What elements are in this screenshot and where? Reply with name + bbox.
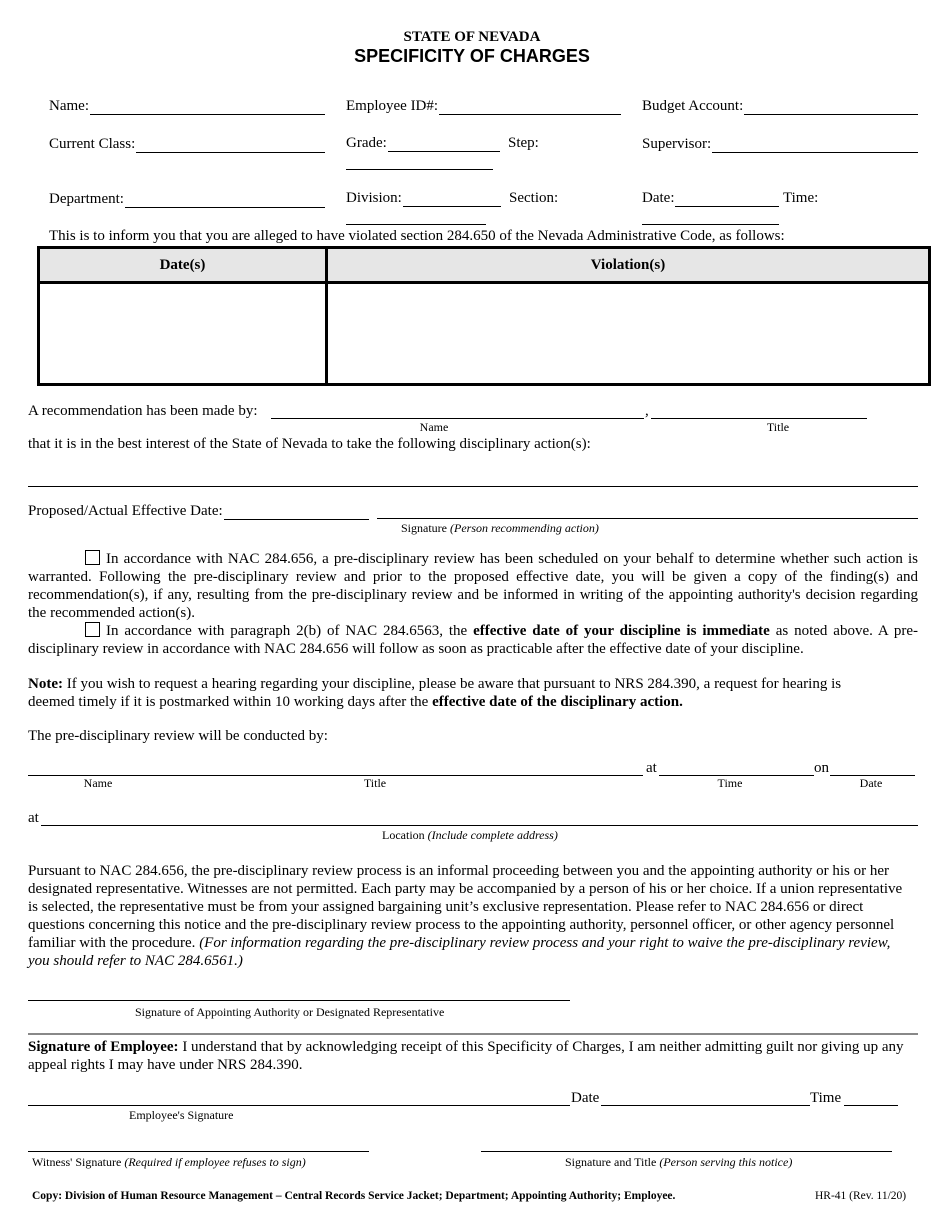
recommender-name-caption: Name [419, 420, 449, 434]
server-signature-caption: Signature and Title (Person serving this notice) [565, 1155, 793, 1169]
page-title: SPECIFICITY OF CHARGES [354, 46, 590, 66]
division-field[interactable] [346, 190, 501, 207]
checkbox2-paragraph: In accordance with paragraph 2(b) of NAC 284.6563, the effective date of your discipline is immediate as noted above. A pre-disciplinary review in accordance with NAC 284.656 will follow as soon as practicable after the effective date of your discipline. [28, 623, 918, 657]
employee-date-label: Date [571, 1090, 600, 1106]
violations-cell[interactable] [327, 283, 930, 385]
review-intro: The pre-disciplinary review will be conducted by: [28, 728, 328, 744]
server-signature-line[interactable] [481, 1151, 892, 1152]
location-caption: Location (Include complete address) [382, 828, 558, 842]
witness-signature-caption: Witness' Signature (Required if employee refuses to sign) [32, 1155, 306, 1169]
budget-account-field[interactable] [642, 98, 918, 115]
department-label: Department: [49, 191, 124, 207]
step-input-line[interactable] [346, 169, 493, 170]
time-input-line[interactable] [642, 224, 779, 225]
note-paragraph: Note: If you wish to request a hearing regarding your discipline, please be aware that pursuant to NRS 284.390, a request for hearing is deemed timely if it is postmarked within 10 working days after the effective date of the disciplinary action. [28, 676, 842, 710]
recommender-title-caption: Title [766, 420, 790, 434]
employee-time-label: Time [810, 1090, 842, 1106]
location-line[interactable] [41, 825, 918, 826]
step-label: Step: [508, 135, 539, 151]
department-field[interactable] [49, 191, 325, 208]
recommendation-label: A recommendation has been made by: [28, 403, 258, 419]
review-time-caption: Time [717, 776, 743, 790]
appointing-authority-signature-caption: Signature of Appointing Authority or Designated Representative [135, 1005, 445, 1019]
employee-time-line[interactable] [844, 1105, 898, 1106]
reviewer-title-caption: Title [363, 776, 387, 790]
employee-signature-line[interactable] [28, 1105, 570, 1106]
interest-text: that it is in the best interest of the State of Nevada to take the following disciplinary action(s): [28, 436, 591, 452]
dates-column-header: Date(s) [39, 248, 327, 283]
section-input-line[interactable] [346, 224, 486, 225]
current-class-label: Current Class: [49, 136, 136, 152]
current-class-field[interactable] [49, 136, 325, 153]
disciplinary-action-line[interactable] [28, 486, 918, 487]
recommender-title-line[interactable] [651, 418, 867, 419]
reviewer-name-caption: Name [83, 776, 113, 790]
review-on-label: on [814, 760, 829, 776]
pre-disciplinary-review-checkbox[interactable] [85, 550, 100, 565]
form-id: HR-41 (Rev. 11/20) [815, 1190, 907, 1202]
employee-signature-caption: Employee's Signature [129, 1108, 234, 1122]
grade-label: Grade: [346, 135, 387, 151]
inform-text: This is to inform you that you are alleged to have violated section 284.650 of the Nevada Administrative Code, as follows: [49, 228, 785, 244]
recommendation-comma: , [645, 403, 649, 419]
division-label: Division: [346, 190, 402, 206]
name-label: Name: [49, 98, 89, 114]
date-field[interactable] [642, 190, 779, 207]
supervisor-field[interactable] [642, 136, 918, 153]
violations-table [37, 246, 931, 386]
employee-id-field[interactable] [346, 98, 621, 115]
name-field[interactable] [49, 98, 325, 115]
section-label: Section: [509, 190, 559, 206]
violations-column-header: Violation(s) [327, 248, 930, 283]
review-at-label: at [646, 760, 657, 776]
employee-date-line[interactable] [601, 1105, 810, 1106]
pursuant-paragraph: Pursuant to NAC 284.656, the pre-disciplinary review process is an informal proceeding between you and the appointing authority or his or her designated representative. Witnesses are not permitted. Each party may be accompanied by a person of his or her choice. If a union representative is selected, the representative must be from your assigned bargaining unit’s exclusive representation. Please refer to NAC 284.656 or direct questions concerning this notice and the pre-disciplinary review process to the appointing authority, personnel officer, or other agency personnel familiar with the procedure. (For information regarding the pre-disciplinary review process and your right to waive the pre-disciplinary review, you should refer to NAC 284.6561.) [28, 863, 903, 969]
witness-signature-line[interactable] [28, 1151, 369, 1152]
grade-field[interactable] [346, 135, 500, 152]
effective-date-field[interactable] [28, 503, 369, 520]
immediate-discipline-checkbox[interactable] [85, 622, 100, 637]
dates-cell[interactable] [39, 283, 327, 385]
state-heading: STATE OF NEVADA [403, 29, 541, 45]
appointing-authority-signature-line[interactable] [28, 1000, 570, 1001]
date-label: Date: [642, 190, 675, 206]
supervisor-label: Supervisor: [642, 136, 712, 152]
recommender-signature-line[interactable] [377, 518, 918, 519]
section-divider [28, 1033, 918, 1035]
review-date-caption: Date [859, 776, 883, 790]
budget-account-label: Budget Account: [642, 98, 744, 114]
recommender-signature-caption: Signature (Person recommending action) [401, 521, 599, 535]
employee-id-label: Employee ID#: [346, 98, 439, 114]
effective-date-label: Proposed/Actual Effective Date: [28, 503, 223, 519]
checkbox1-paragraph: In accordance with NAC 284.656, a pre-disciplinary review has been scheduled on your behalf to determine whether such action is warranted. Following the pre-disciplinary review and prior to the proposed effective date, you will be given a copy of the finding(s) and recommendation(s), if any, resulting from the pre-disciplinary review and be informed in writing of the appointing authority's decision regarding the recommended action(s). [28, 551, 918, 621]
recommender-name-line[interactable] [271, 418, 644, 419]
employee-signature-paragraph: Signature of Employee: I understand that by acknowledging receipt of this Specificity of Charges, I am neither admitting guilt nor giving up any appeal rights I may have under NRS 284.390. [28, 1039, 904, 1073]
location-at-label: at [28, 810, 39, 826]
time-label: Time: [783, 190, 819, 206]
footer-copy: Copy: Division of Human Resource Management – Central Records Service Jacket; Department; Appointing Authority; Employee. [32, 1190, 676, 1202]
